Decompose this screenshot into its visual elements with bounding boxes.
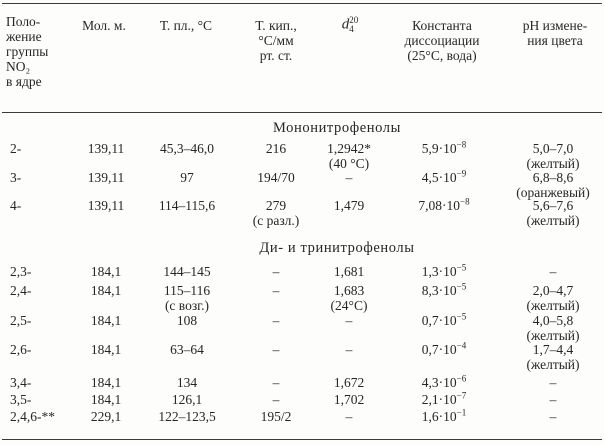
cell-ph-note: (оранжевый) bbox=[516, 185, 590, 200]
cell-bp: 195/2 bbox=[260, 409, 292, 424]
cell-k: $8,3\cdot 10^{-5}$ bbox=[421, 281, 467, 298]
cell-bp: 194/70 bbox=[257, 170, 295, 185]
cell-ph: – bbox=[549, 409, 557, 424]
cell-mp: 97 bbox=[180, 170, 194, 185]
cell-mol: 184,1 bbox=[90, 283, 122, 298]
cell-pos: 3,4- bbox=[10, 375, 32, 390]
top-rule bbox=[2, 3, 602, 4]
table-row bbox=[0, 392, 604, 408]
cell-ph-note: (желтый) bbox=[526, 328, 580, 343]
cell-ph-note: (желтый) bbox=[526, 213, 580, 228]
cell-mol: 139,11 bbox=[87, 170, 125, 185]
cell-pos: 4- bbox=[10, 198, 22, 213]
exponent: −8 bbox=[456, 139, 467, 150]
table-row bbox=[0, 281, 604, 313]
cell-k: $0,7\cdot 10^{-5}$ bbox=[421, 311, 467, 328]
cell-d: – bbox=[345, 170, 353, 185]
cell-mol: 184,1 bbox=[90, 375, 122, 390]
cell-ph: 4,0–5,8 (желтый) bbox=[526, 313, 580, 343]
cell-d: 1,2942* (40 °С) bbox=[327, 141, 371, 171]
exponent: −7 bbox=[456, 390, 467, 401]
cell-ph: 5,6–7,6 (желтый) bbox=[526, 198, 580, 228]
cell-pos: 2,4- bbox=[10, 283, 32, 298]
exponent: −9 bbox=[456, 168, 467, 179]
cell-mp: 126,1 bbox=[171, 392, 203, 407]
header-position: Поло- жение группы NO₂ в ядре bbox=[6, 14, 49, 89]
cell-pos: 3,5- bbox=[10, 392, 32, 407]
header-mol-mass: Мол. м. bbox=[82, 18, 126, 33]
cell-k: $4,5\cdot 10^{-9}$ bbox=[421, 168, 467, 185]
cell-ph: – bbox=[549, 392, 557, 407]
exponent: −1 bbox=[456, 407, 467, 418]
cell-mol: 184,1 bbox=[90, 342, 122, 357]
table-row bbox=[0, 196, 604, 228]
cell-pos: 2,6- bbox=[10, 342, 32, 357]
cell-d: – bbox=[345, 313, 353, 328]
cell-pos: 2,4,6-** bbox=[10, 409, 55, 424]
cell-ph-note: (желтый) bbox=[526, 156, 580, 171]
cell-d: 1,672 bbox=[333, 375, 365, 390]
exponent: −8 bbox=[460, 196, 470, 207]
exponent: −5 bbox=[456, 262, 467, 273]
table-row bbox=[0, 340, 604, 372]
cell-ph-note: (желтый) bbox=[526, 298, 580, 313]
cell-ph: 1,7–4,4 (желтый) bbox=[526, 342, 580, 372]
cell-mp: 134 bbox=[176, 375, 198, 390]
cell-mp: 114–115,6 bbox=[158, 198, 216, 213]
cell-mp: 115–116 (с возг.) bbox=[163, 283, 211, 313]
table-row bbox=[0, 409, 604, 425]
cell-d: 1,683 (24°С) bbox=[330, 283, 368, 313]
header-rule bbox=[2, 112, 602, 113]
header-constant: Константа диссоциации (25°С, вода) bbox=[404, 18, 480, 63]
header-ph: pH измене- ния цвета bbox=[522, 18, 588, 48]
cell-bp: – bbox=[272, 392, 280, 407]
cell-ph: – bbox=[549, 264, 557, 279]
cell-k: $7,08\cdot 10^{-8}$ bbox=[418, 196, 470, 213]
cell-d: 1,479 bbox=[333, 198, 365, 213]
cell-bp: – bbox=[272, 313, 280, 328]
cell-bp-note: (с разл.) bbox=[252, 213, 300, 228]
cell-mp: 108 bbox=[176, 313, 198, 328]
cell-k: $2,1\cdot 10^{-7}$ bbox=[421, 390, 467, 407]
cell-ph: 5,0–7,0 (желтый) bbox=[526, 141, 580, 171]
cell-bp: – bbox=[272, 283, 280, 298]
exponent: −6 bbox=[456, 373, 467, 384]
cell-d-note: (40 °С) bbox=[328, 156, 370, 171]
cell-d: – bbox=[345, 409, 353, 424]
cell-pos: 2- bbox=[10, 141, 22, 156]
cell-mol: 139,11 bbox=[87, 198, 125, 213]
cell-bp: – bbox=[272, 375, 280, 390]
group-title-di-tri: Ди- и тринитрофенолы bbox=[259, 240, 415, 256]
cell-ph-note: (желтый) bbox=[526, 357, 580, 372]
cell-d: 1,681 bbox=[333, 264, 365, 279]
table-row bbox=[0, 168, 604, 200]
cell-d: – bbox=[345, 342, 353, 357]
exponent: −5 bbox=[456, 311, 467, 322]
cell-pos: 2,5- bbox=[10, 313, 32, 328]
cell-mol: 184,1 bbox=[90, 264, 122, 279]
header-density: d 20 4 bbox=[341, 15, 359, 34]
cell-mol: 229,1 bbox=[90, 409, 122, 424]
cell-bp: – bbox=[272, 342, 280, 357]
table-row bbox=[0, 264, 604, 280]
cell-pos: 3- bbox=[10, 170, 22, 185]
cell-k: $1,3\cdot 10^{-5}$ bbox=[421, 262, 467, 279]
header-melting: Т. пл., °С bbox=[159, 18, 213, 33]
cell-pos: 2,3- bbox=[10, 264, 32, 279]
table-row bbox=[0, 311, 604, 343]
cell-d-note: (24°С) bbox=[330, 298, 368, 313]
cell-bp: 279 (с разл.) bbox=[252, 198, 300, 228]
cell-mol: 184,1 bbox=[90, 313, 122, 328]
cell-k: $5,9\cdot 10^{-8}$ bbox=[421, 139, 467, 156]
cell-k: $4,3\cdot 10^{-6}$ bbox=[421, 373, 467, 390]
bottom-rule bbox=[2, 439, 602, 440]
cell-d: 1,702 bbox=[333, 392, 365, 407]
cell-bp: – bbox=[272, 264, 280, 279]
cell-k: $1,6\cdot 10^{-1}$ bbox=[421, 407, 467, 424]
cell-mp: 63–64 bbox=[170, 342, 204, 357]
header-boiling: Т. кип., °С/мм рт. ст. bbox=[255, 18, 297, 63]
group-title-mono: Мононитрофенолы bbox=[273, 120, 401, 136]
cell-ph: 2,0–4,7 (желтый) bbox=[526, 283, 580, 313]
table-row bbox=[0, 375, 604, 391]
cell-mol: 184,1 bbox=[90, 392, 122, 407]
cell-mp: 144–145 bbox=[163, 264, 211, 279]
cell-mp: 122–123,5 bbox=[158, 409, 216, 424]
cell-ph: – bbox=[549, 375, 557, 390]
cell-mp: 45,3–46,0 bbox=[160, 141, 214, 156]
table-row bbox=[0, 139, 604, 171]
cell-mol: 139,11 bbox=[87, 141, 125, 156]
cell-mp-note: (с возг.) bbox=[164, 298, 210, 313]
exponent: −5 bbox=[456, 281, 467, 292]
cell-k: $0,7\cdot 10^{-4}$ bbox=[421, 340, 467, 357]
cell-ph: 6,8–8,6 (оранжевый) bbox=[516, 170, 590, 200]
cell-bp: 216 bbox=[265, 141, 287, 156]
exponent: −4 bbox=[456, 340, 467, 351]
